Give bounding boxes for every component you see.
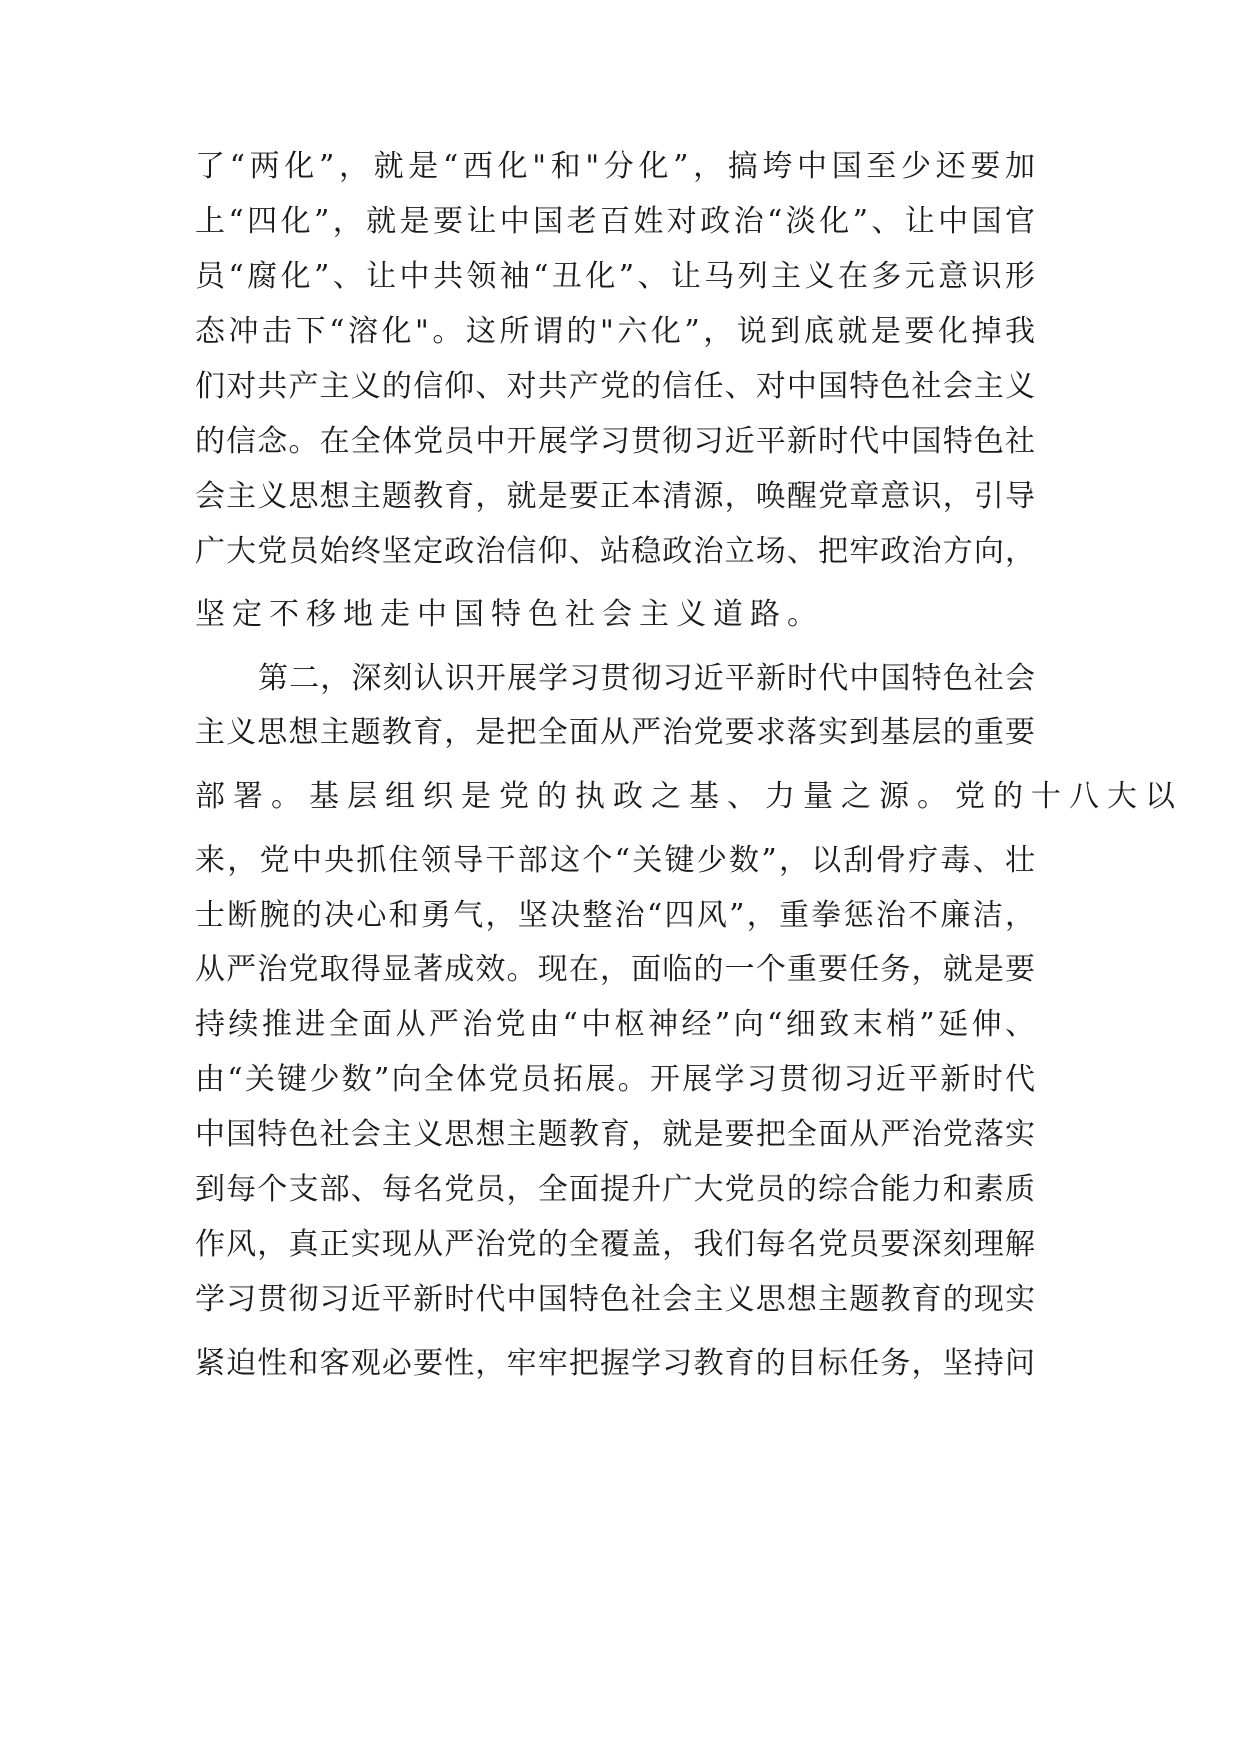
text-line: 作风，真正实现从严治党的全覆盖，我们每名党员要深刻理解 [195,1227,1035,1262]
text-line: 士断腕的决心和勇气，坚决整治“四风”，重拳惩治不廉洁， [195,898,1035,933]
text-line: 上“四化”，就是要让中国老百姓对政治“淡化”、让中国官 [195,204,1035,239]
text-line: 紧迫性和客观必要性，牢牢把握学习教育的目标任务，坚持问 [195,1346,1035,1381]
text-line: 了“两化”，就是“西化"和"分化”，搞垮中国至少还要加 [195,149,1035,184]
text-line: 到每个支部、每名党员，全面提升广大党员的综合能力和素质 [195,1172,1035,1207]
text-line: 的信念。在全体党员中开展学习贯彻习近平新时代中国特色社 [195,424,1035,459]
text-line: 来，党中央抓住领导干部这个“关键少数”，以刮骨疗毒、壮 [195,843,1035,878]
text-line: 广大党员始终坚定政治信仰、站稳政治立场、把牢政治方向， [195,534,1035,569]
text-line: 学习贯彻习近平新时代中国特色社会主义思想主题教育的现实 [195,1282,1035,1317]
text-line: 中国特色社会主义思想主题教育，就是要把全面从严治党落实 [195,1117,1035,1152]
paragraph-first-line: 第二，深刻认识开展学习贯彻习近平新时代中国特色社会 [258,661,1035,696]
text-line: 态冲击下“溶化"。这所谓的"六化”，说到底就是要化掉我 [195,314,1035,349]
text-line: 员“腐化”、让中共领袖“丑化”、让马列主义在多元意识形 [195,259,1035,294]
text-line: 由“关键少数”向全体党员拓展。开展学习贯彻习近平新时代 [195,1062,1035,1097]
text-line: 部署。基层组织是党的执政之基、力量之源。党的十八大以 [195,779,1183,814]
text-line: 持续推进全面从严治党由“中枢神经”向“细致末梢”延伸、 [195,1007,1035,1042]
text-line: 会主义思想主题教育，就是要正本清源，唤醒党章意识，引导 [195,479,1035,514]
text-line: 从严治党取得显著成效。现在，面临的一个重要任务，就是要 [195,952,1035,987]
paragraph-last-line: 坚定不移地走中国特色社会主义道路。 [195,597,824,632]
text-line: 主义思想主题教育，是把全面从严治党要求落实到基层的重要 [195,715,1035,750]
text-line: 们对共产主义的信仰、对共产党的信任、对中国特色社会主义 [195,369,1035,404]
